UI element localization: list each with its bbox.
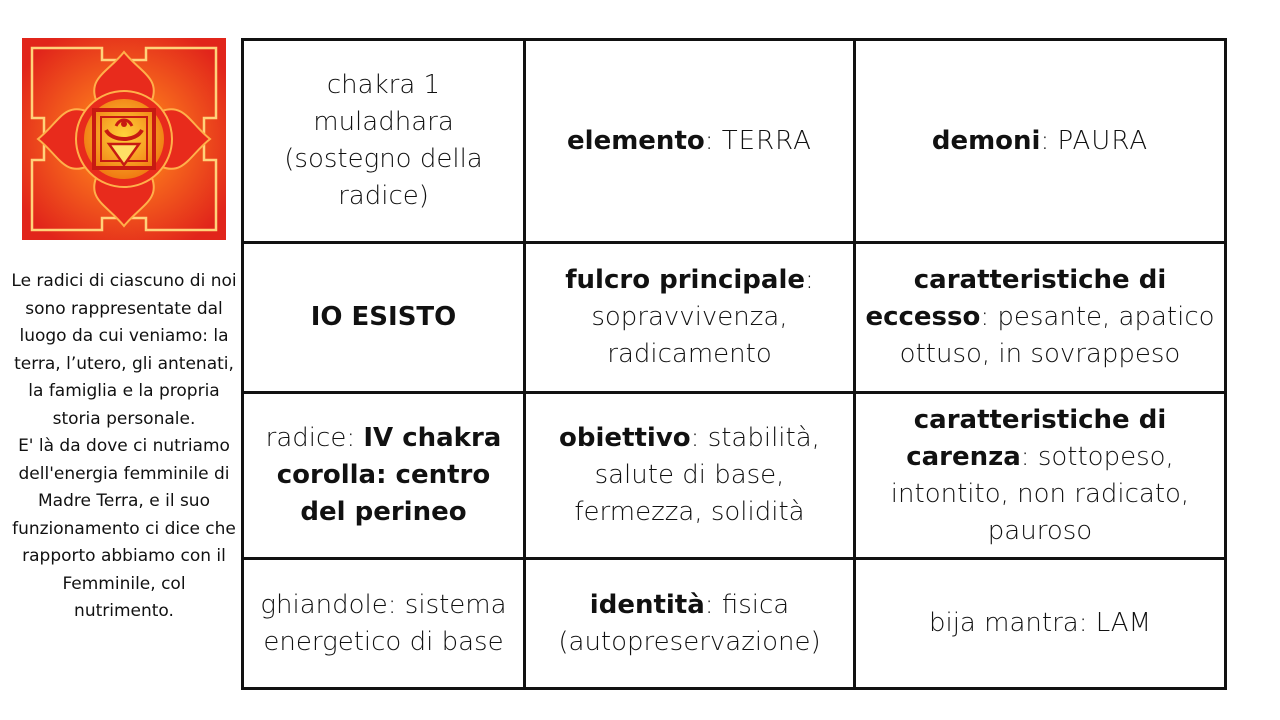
muladhara-chakra-image bbox=[22, 38, 226, 240]
cell-ghiandole bbox=[243, 559, 525, 689]
elemento-label: elemento bbox=[567, 125, 705, 156]
demoni-value: PAURA bbox=[1057, 125, 1149, 156]
fulcro-label: fulcro principale bbox=[565, 265, 805, 295]
obiettivo-label: obiettivo bbox=[559, 423, 691, 453]
chakra-lotus-icon bbox=[22, 38, 226, 240]
cell-io-esisto bbox=[243, 243, 525, 393]
ghiandole-text: ghiandole: sistema energetico di base bbox=[260, 589, 507, 657]
cell-carenza: caratteristiche di carenza: sottopeso, intontito, non radicato, pauroso bbox=[855, 393, 1226, 559]
table-row bbox=[243, 393, 1226, 559]
description-paragraph-1: Le radici di ciascuno di noi sono rappresentate dal luogo da cui veniamo: la terra, l’utero, gli antenati, la famiglia e la propria storia personale. bbox=[11, 271, 237, 429]
chakra-info-table bbox=[241, 38, 1227, 690]
cell-elemento: elemento: TERRA bbox=[525, 40, 855, 243]
cell-chakra-name bbox=[243, 40, 525, 243]
eccesso-value: pesante, apatico ottuso, in sovrappeso bbox=[899, 302, 1215, 369]
corolla-text: corolla: centro del perineo bbox=[276, 460, 491, 527]
cell-demoni: demoni: PAURA bbox=[855, 40, 1226, 243]
carenza-label: caratteristiche di carenza bbox=[906, 404, 1167, 472]
chakra-meaning: (sostegno della radice) bbox=[284, 144, 483, 211]
cell-fulcro: fulcro principale: sopravvivenza, radicamento bbox=[525, 243, 855, 393]
table-row bbox=[243, 559, 1226, 689]
radice-label: radice: bbox=[265, 423, 356, 453]
chakra-number: chakra 1 bbox=[326, 70, 441, 100]
description-paragraph-2: E' là da dove ci nutriamo dell'energia femminile di Madre Terra, e il suo funzionamento ci dice che rapporto abbiamo con il Femminile, col nutrimento. bbox=[12, 436, 236, 621]
radice-value: IV chakra bbox=[363, 423, 502, 453]
carenza-value: sottopeso, intontito, non radicato, pauroso bbox=[890, 441, 1190, 546]
chakra-description bbox=[10, 268, 238, 626]
identita-value: fisica (autopreservazione) bbox=[558, 589, 821, 657]
cell-bija-mantra bbox=[855, 559, 1226, 689]
identita-label: identità bbox=[589, 589, 705, 620]
chakra-sanskrit-name: muladhara bbox=[313, 107, 454, 137]
elemento-value: TERRA bbox=[721, 125, 812, 156]
cell-identita: identità: fisica (autopreservazione) bbox=[525, 559, 855, 689]
cell-obiettivo: obiettivo: stabilità, salute di base, fermezza, solidità bbox=[525, 393, 855, 559]
fulcro-value: sopravvivenza, radicamento bbox=[591, 302, 788, 369]
bija-mantra-text: bija mantra: LAM bbox=[928, 608, 1152, 638]
cell-eccesso: caratteristiche di eccesso: pesante, apatico ottuso, in sovrappeso bbox=[855, 243, 1226, 393]
table-row bbox=[243, 40, 1226, 243]
demoni-label: demoni bbox=[931, 125, 1041, 156]
table-row bbox=[243, 243, 1226, 393]
io-esisto-text: IO ESISTO bbox=[310, 302, 457, 332]
obiettivo-value: stabilità, salute di base, fermezza, solidità bbox=[574, 423, 820, 527]
eccesso-label: caratteristiche di eccesso bbox=[865, 265, 1167, 332]
cell-radice bbox=[243, 393, 525, 559]
